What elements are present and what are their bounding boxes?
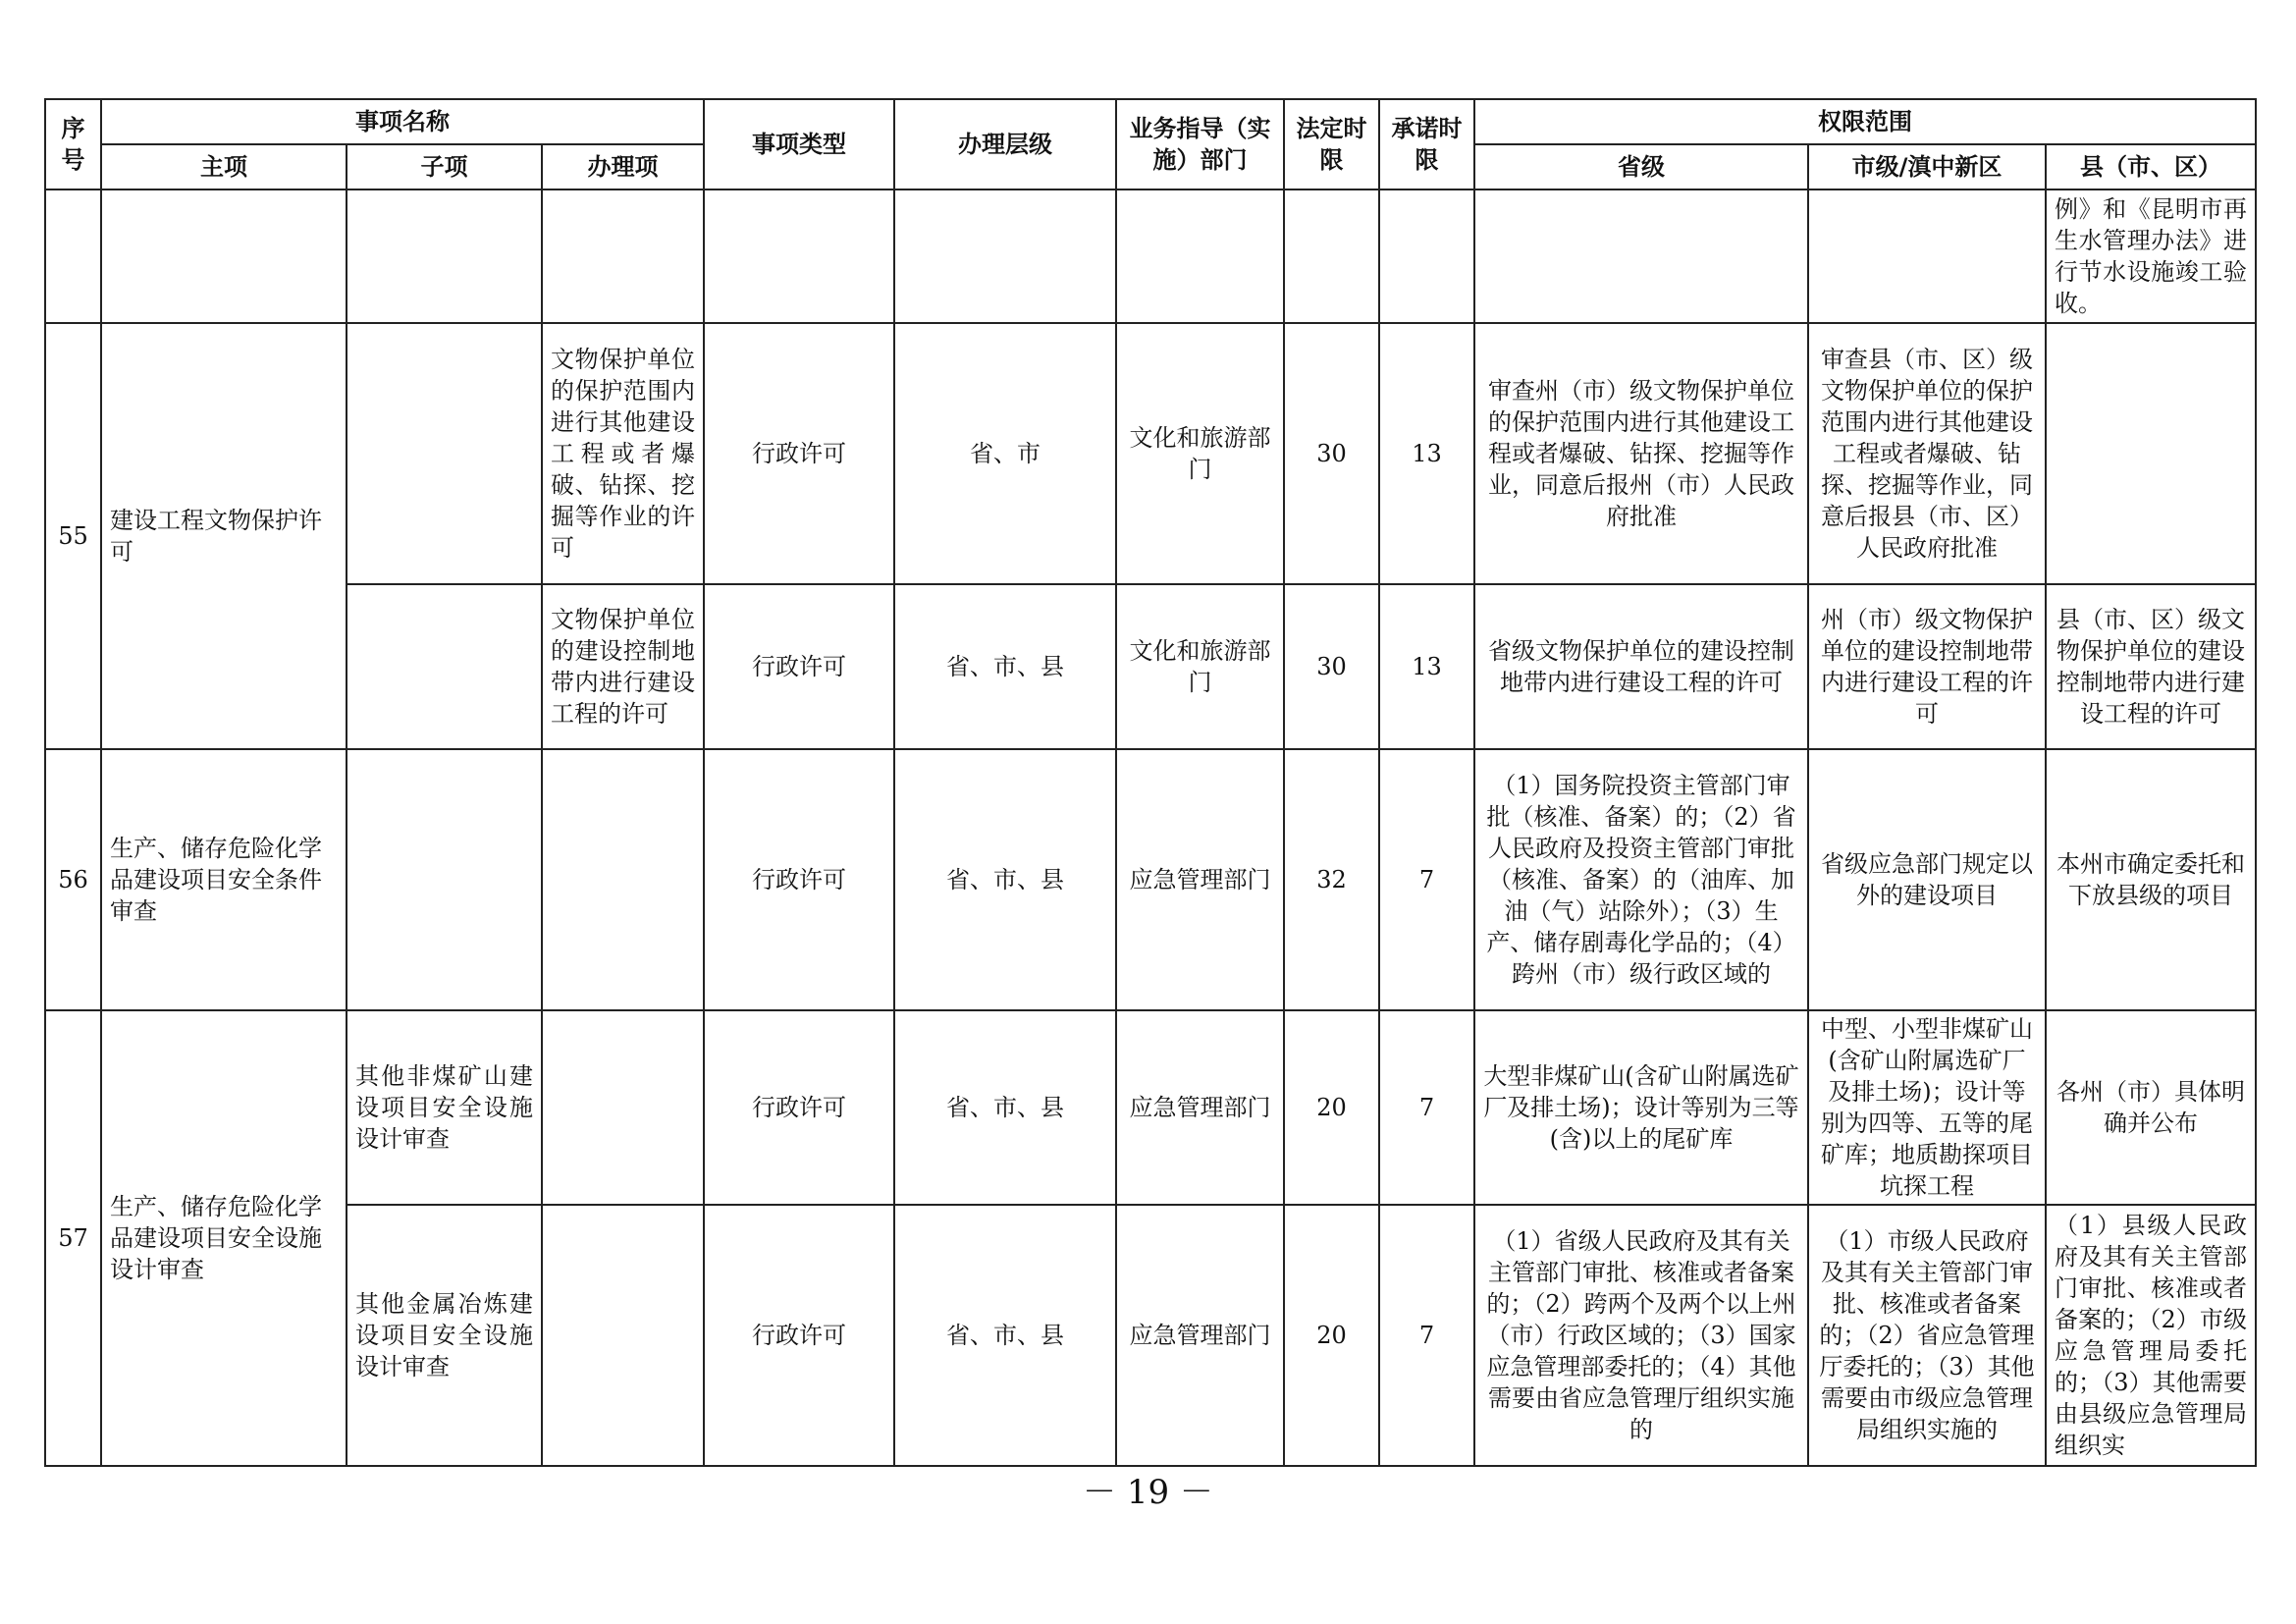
promise-limit-cell: 13	[1379, 323, 1474, 584]
header-province: 省级	[1474, 144, 1808, 189]
table-row	[45, 749, 2256, 1010]
city-scope-cell: 州（市）级文物保护单位的建设控制地带内进行建设工程的许可	[1808, 584, 2046, 749]
dept-cell: 文化和旅游部门	[1116, 584, 1284, 749]
item-type-cell: 行政许可	[704, 1010, 894, 1205]
legal-limit-cell: 30	[1284, 584, 1379, 749]
cell	[1284, 189, 1379, 323]
page-number: － 19 －	[1083, 1473, 1213, 1512]
county-scope-cell: （1）县级人民政府及其有关主管部门审批、核准或者备案的；（2）市级应急管理局委托的；（3）其他需要由县级应急管理局组织实	[2046, 1205, 2256, 1466]
cell	[1808, 189, 2046, 323]
cell	[1379, 189, 1474, 323]
handle-item-cell	[542, 749, 704, 1010]
header-main-item: 主项	[101, 144, 347, 189]
county-scope-cell: 各州（市）具体明确并公布	[2046, 1010, 2256, 1205]
county-scope-cell: 县（市、区）级文物保护单位的建设控制地带内进行建设工程的许可	[2046, 584, 2256, 749]
table-row	[45, 323, 2256, 584]
city-scope-cell: （1）市级人民政府及其有关主管部门审批、核准或者备案的；（2）省应急管理厅委托的；（3）其他需要由市级应急管理局组织实施的	[1808, 1205, 2046, 1466]
handle-item-cell: 文物保护单位的建设控制地带内进行建设工程的许可	[542, 584, 704, 749]
seq-cell: 57	[45, 1010, 101, 1466]
header-legal-limit: 法定时限	[1284, 99, 1379, 189]
level-cell: 省、市、县	[894, 1010, 1116, 1205]
sub-item-cell: 其他非煤矿山建设项目安全设施设计审查	[347, 1010, 542, 1205]
header-handle-item: 办理项	[542, 144, 704, 189]
header-scope: 权限范围	[1474, 99, 2256, 144]
county-scope-cell: 本州市确定委托和下放县级的项目	[2046, 749, 2256, 1010]
sub-item-cell: 其他金属冶炼建设项目安全设施设计审查	[347, 1205, 542, 1466]
header-promise-limit: 承诺时限	[1379, 99, 1474, 189]
item-type-cell: 行政许可	[704, 749, 894, 1010]
cell	[704, 189, 894, 323]
header-seq: 序号	[45, 99, 101, 189]
seq-cell: 55	[45, 323, 101, 749]
promise-limit-cell: 7	[1379, 1205, 1474, 1466]
header-county: 县（市、区）	[2046, 144, 2256, 189]
legal-limit-cell: 20	[1284, 1205, 1379, 1466]
header-level: 办理层级	[894, 99, 1116, 189]
table-row	[45, 584, 2256, 749]
header-item-name: 事项名称	[101, 99, 704, 144]
item-type-cell: 行政许可	[704, 584, 894, 749]
dept-cell: 应急管理部门	[1116, 1205, 1284, 1466]
dept-cell: 应急管理部门	[1116, 749, 1284, 1010]
province-scope-cell: 审查州（市）级文物保护单位的保护范围内进行其他建设工程或者爆破、钻探、挖掘等作业，同意后报州（市）人民政府批准	[1474, 323, 1808, 584]
legal-limit-cell: 30	[1284, 323, 1379, 584]
main-item-cell: 生产、储存危险化学品建设项目安全设施设计审查	[101, 1010, 347, 1466]
province-scope-cell: （1）国务院投资主管部门审批（核准、备案）的；（2）省人民政府及投资主管部门审批（核准、备案）的（油库、加油（气）站除外）；（3）生产、储存剧毒化学品的；（4）跨州（市）级行政区域的	[1474, 749, 1808, 1010]
city-scope-cell: 审查县（市、区）级文物保护单位的保护范围内进行其他建设工程或者爆破、钻探、挖掘等作业，同意后报县（市、区）人民政府批准	[1808, 323, 2046, 584]
header-sub-item: 子项	[347, 144, 542, 189]
province-scope-cell: 省级文物保护单位的建设控制地带内进行建设工程的许可	[1474, 584, 1808, 749]
legal-limit-cell: 20	[1284, 1010, 1379, 1205]
level-cell: 省、市、县	[894, 1205, 1116, 1466]
sub-item-cell	[347, 323, 542, 584]
city-scope-cell: 省级应急部门规定以外的建设项目	[1808, 749, 2046, 1010]
promise-limit-cell: 13	[1379, 584, 1474, 749]
city-scope-cell: 中型、小型非煤矿山(含矿山附属选矿厂及排土场)；设计等别为四等、五等的尾矿库；地质勘探项目坑探工程	[1808, 1010, 2046, 1205]
seq-cell: 56	[45, 749, 101, 1010]
permission-table	[44, 98, 2257, 1467]
cell	[894, 189, 1116, 323]
level-cell: 省、市、县	[894, 749, 1116, 1010]
handle-item-cell: 文物保护单位的保护范围内进行其他建设工程或者爆破、钻探、挖掘等作业的许可	[542, 323, 704, 584]
handle-item-cell	[542, 1010, 704, 1205]
dept-cell: 文化和旅游部门	[1116, 323, 1284, 584]
main-item-cell: 生产、储存危险化学品建设项目安全条件审查	[101, 749, 347, 1010]
county-scope-cell	[2046, 323, 2256, 584]
table-row	[45, 189, 2256, 323]
dept-cell: 应急管理部门	[1116, 1010, 1284, 1205]
promise-limit-cell: 7	[1379, 1010, 1474, 1205]
item-type-cell: 行政许可	[704, 1205, 894, 1466]
promise-limit-cell: 7	[1379, 749, 1474, 1010]
header-item-type: 事项类型	[704, 99, 894, 189]
header-city: 市级/滇中新区	[1808, 144, 2046, 189]
main-item-cell: 建设工程文物保护许可	[101, 323, 347, 749]
sub-item-cell	[347, 749, 542, 1010]
province-scope-cell: 大型非煤矿山(含矿山附属选矿厂及排土场)；设计等别为三等(含)以上的尾矿库	[1474, 1010, 1808, 1205]
province-scope-cell: （1）省级人民政府及其有关主管部门审批、核准或者备案的；（2）跨两个及两个以上州（市）行政区域的；（3）国家应急管理部委托的；（4）其他需要由省应急管理厅组织实施的	[1474, 1205, 1808, 1466]
level-cell: 省、市	[894, 323, 1116, 584]
cell	[542, 189, 704, 323]
level-cell: 省、市、县	[894, 584, 1116, 749]
header-dept: 业务指导（实施）部门	[1116, 99, 1284, 189]
cell	[1116, 189, 1284, 323]
table-row	[45, 1010, 2256, 1205]
item-type-cell: 行政许可	[704, 323, 894, 584]
cell	[101, 189, 347, 323]
cell	[1474, 189, 1808, 323]
handle-item-cell	[542, 1205, 704, 1466]
cell	[347, 189, 542, 323]
legal-limit-cell: 32	[1284, 749, 1379, 1010]
sub-item-cell	[347, 584, 542, 749]
cell	[45, 189, 101, 323]
table-row	[45, 1205, 2256, 1466]
county-scope-cell: 例》和《昆明市再生水管理办法》进行节水设施竣工验收。	[2046, 189, 2256, 323]
